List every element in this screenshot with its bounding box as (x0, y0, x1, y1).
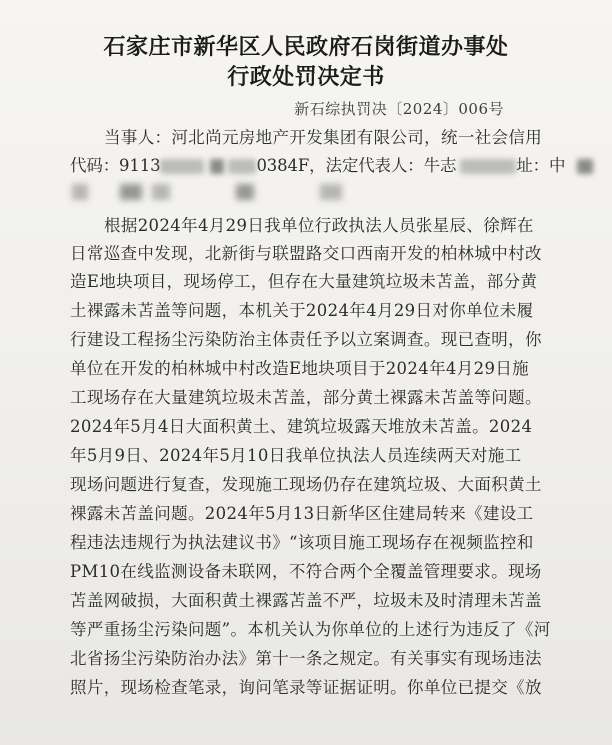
redaction-mark (236, 184, 254, 200)
document-number: 新石综执罚决〔2024〕006号 (294, 100, 504, 118)
body-line: 单位在开发的柏林城中村改造E地块项目于2024年4月29日施 (70, 359, 530, 378)
body-line: 等严重扬尘污染问题”。本机关认为你单位的上述行为违反了《河 (70, 620, 551, 639)
body-line: 苫盖网破损，大面积黄土裸露苫盖不严，垃圾未及时清理未苫盖 (70, 591, 542, 610)
body-line: 北省扬尘污染防治办法》第十一条之规定。有关事实有现场违法 (70, 649, 542, 668)
redaction-mark (120, 184, 142, 200)
body-line: 工现场存在大量建筑垃圾未苫盖，部分黄土裸露未苫盖等问题。 (70, 388, 542, 407)
redaction-mark (160, 159, 204, 174)
redaction-mark (460, 159, 516, 174)
redaction-mark (577, 159, 593, 174)
party-line-1: 当事人：河北尚元房地产开发集团有限公司，统一社会信用 (104, 128, 543, 147)
body-line: PM10在线监测设备未联网，不符合两个全覆盖管理要求。现场 (70, 562, 542, 581)
body-line: 2024年5月4日大面积黄土、建筑垃圾露天堆放未苫盖。2024 (70, 417, 533, 436)
body-line: 日常巡查中发现，北新街与联盟路交口西南开发的柏林城中村改 (70, 244, 542, 263)
body-line: 土裸露未苫盖等问题，本机关于2024年4月29日对你单位未履 (70, 301, 534, 320)
body-line: 照片，现场检查笔录，询问笔录等证据证明。你单位已提交《放 (70, 678, 542, 697)
party-credit-code-tail: 0384F，法定代表人：牛志 (256, 156, 457, 175)
body-line: 现场问题进行复查，发现施工现场仍存在建筑垃圾、大面积黄土 (70, 475, 542, 494)
document-issuer-title: 石家庄市新华区人民政府石岗街道办事处 (103, 35, 509, 60)
body-line: 年5月9日、2024年5月10日我单位执法人员连续两天对施工 (70, 446, 522, 465)
redaction-mark (210, 159, 224, 174)
body-line: 根据2024年4月29日我单位行政执法人员张星辰、徐辉在 (104, 216, 534, 235)
redaction-mark (152, 184, 170, 200)
party-address-fragment: 址：中 (516, 156, 566, 175)
body-line: 行建设工程扬尘污染防治主体责任予以立案调查。现已查明，你 (70, 330, 542, 349)
document-type-title: 行政处罚决定书 (227, 65, 385, 90)
redaction-mark (320, 184, 342, 200)
body-line: 裸露未苫盖问题。2024年5月13日新华区住建局转来《建设工 (70, 504, 534, 523)
redaction-mark (228, 159, 256, 174)
party-line-2 (70, 152, 593, 176)
redaction-mark (72, 184, 88, 200)
body-line: 造E地块项目，现场停工，但存在大量建筑垃圾未苫盖，部分黄 (70, 272, 538, 291)
party-credit-code-prefix: 代码：9113 (70, 156, 161, 175)
body-line: 程违法违规行为执法建议书》“该项目施工现场存在视频监控和 (70, 533, 534, 552)
